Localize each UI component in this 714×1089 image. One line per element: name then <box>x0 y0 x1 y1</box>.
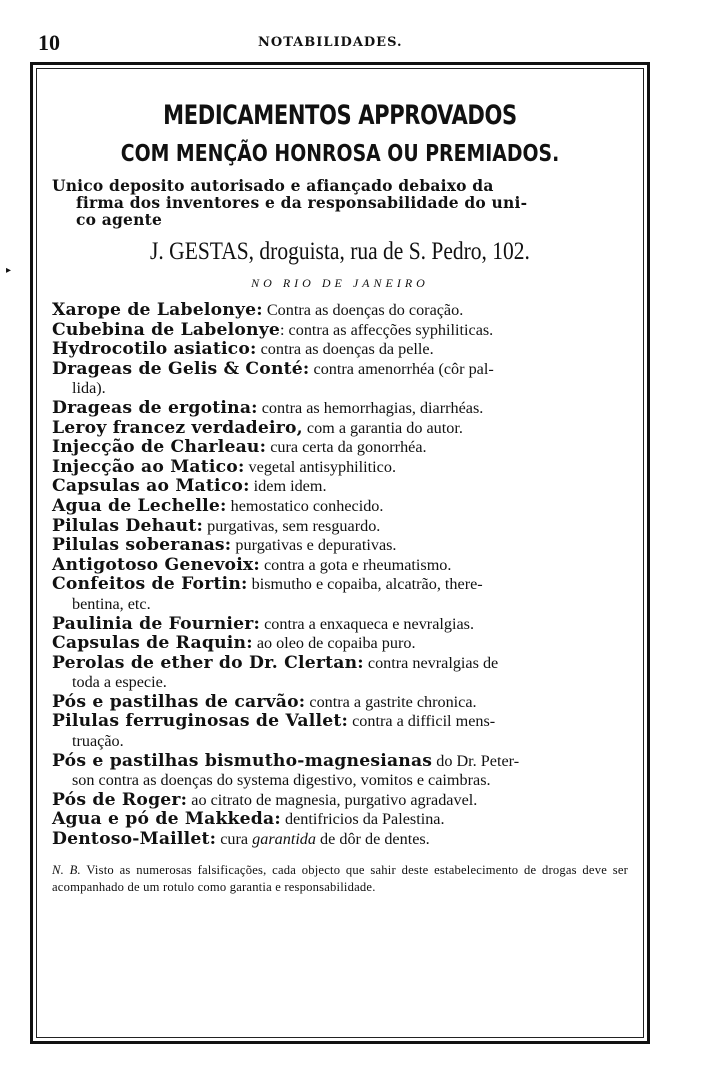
medicine-desc: contra a gota e rheumatismo. <box>259 555 452 574</box>
medicine-name: Pilulas ferruginosas de Vallet: <box>52 711 349 732</box>
list-item <box>52 360 628 399</box>
list-item <box>52 556 628 576</box>
medicine-desc: vegetal antisyphilitico. <box>244 457 396 476</box>
medicine-desc: purgativas, sem resguardo. <box>203 516 381 535</box>
medicine-list <box>52 301 628 850</box>
city-line: NO RIO DE JANEIRO <box>251 276 429 290</box>
medicine-desc: purgativas e depurativas. <box>231 536 397 555</box>
medicine-desc: bismutho e copaiba, alcatrão, there- <box>247 575 483 594</box>
medicine-desc: dentifricios da Palestina. <box>280 810 445 829</box>
nb-text: Visto as numerosas falsificações, cada objecto que sahir deste estabelecimento de drogas deve ser acompanhado de um rotulo como garantia e responsabilidade. <box>52 862 628 894</box>
medicine-name: Pós e pastilhas de carvão: <box>52 691 306 712</box>
medicine-desc: cura <box>216 830 253 849</box>
medicine-name: Xarope de Labelonye: <box>52 300 263 320</box>
notice-line-2: firma dos inventores e da responsabilidade do uni- <box>76 193 528 212</box>
medicine-desc-cont: bentina, etc. <box>72 594 151 613</box>
list-item <box>52 536 628 556</box>
advert-subtitle: COM MENÇÃO HONROSA OU PREMIADOS. <box>120 141 560 167</box>
medicine-desc: cura certa da gonorrhéa. <box>266 438 427 457</box>
medicine-desc: contra as doenças da pelle. <box>256 340 434 359</box>
medicine-name: Confeitos de Fortin: <box>52 574 248 595</box>
nb-note <box>52 862 628 896</box>
nb-prefix: N. B. <box>52 862 81 877</box>
notice-line-1: Unico deposito autorisado e afiançado debaixo da <box>52 176 494 195</box>
list-item <box>52 477 628 497</box>
medicine-desc: Contra as doenças do coração. <box>262 301 464 319</box>
margin-mark: ▸ <box>6 265 12 276</box>
medicine-desc: : contra as affecções syphiliticas. <box>280 320 494 339</box>
medicine-desc: com a garantia do autor. <box>302 418 463 437</box>
advert-title: MEDICAMENTOS APPROVADOS <box>163 100 517 131</box>
running-head <box>0 0 714 56</box>
medicine-desc-cont: toda a especie. <box>72 673 167 692</box>
medicine-name: Cubebina de Labelonye <box>52 319 281 340</box>
medicine-name: Pós de Roger: <box>52 789 188 810</box>
list-item <box>52 438 628 458</box>
agent-address: J. GESTAS, droguista, rua de S. Pedro, 102. <box>150 238 530 265</box>
medicine-name: Agua e pó de Makkeda: <box>52 809 281 830</box>
medicine-name: Capsulas de Raquin: <box>52 633 253 654</box>
medicine-desc: contra amenorrhéa (côr pal- <box>309 359 494 378</box>
advert-content <box>52 100 628 896</box>
medicine-name: Leroy francez verdadeiro, <box>52 417 303 438</box>
medicine-name: Capsulas ao Matico: <box>52 476 250 497</box>
medicine-name: Antigotoso Genevoix: <box>52 554 260 575</box>
list-item <box>52 791 628 811</box>
list-item <box>52 752 628 791</box>
medicine-desc-after: de dôr de dentes. <box>316 830 430 849</box>
medicine-name: Dentoso-Maillet: <box>52 829 217 850</box>
medicine-name: Pilulas soberanas: <box>52 535 232 556</box>
list-item <box>52 654 628 693</box>
medicine-desc: contra a enxaqueca e nevralgias. <box>260 614 474 633</box>
list-item <box>52 575 628 614</box>
list-item <box>52 458 628 478</box>
medicine-desc-cont: lida). <box>72 379 106 398</box>
medicine-name: Agua de Lechelle: <box>52 495 227 516</box>
list-item <box>52 693 628 713</box>
medicine-name: Injecção de Charleau: <box>52 437 267 458</box>
medicine-desc-cont: truação. <box>72 732 124 751</box>
list-item <box>52 615 628 635</box>
medicine-name: Injecção ao Matico: <box>52 456 245 477</box>
list-item <box>52 340 628 360</box>
list-item <box>52 301 628 321</box>
list-item <box>52 810 628 830</box>
medicine-name: Hydrocotilo asiatico: <box>52 339 257 360</box>
medicine-desc: hemostatico conhecido. <box>226 496 384 515</box>
medicine-name: Drageas de ergotina: <box>52 397 258 418</box>
deposit-notice <box>52 177 628 228</box>
medicine-desc: ao citrato de magnesia, purgativo agradavel. <box>187 790 478 809</box>
medicine-name: Pilulas Dehaut: <box>52 515 204 536</box>
medicine-desc: contra a difficil mens- <box>348 712 496 731</box>
medicine-name: Pós e pastilhas bismutho-magnesianas <box>52 750 433 771</box>
page-number: 10 <box>38 30 60 55</box>
medicine-name: Perolas de ether do Dr. Clertan: <box>52 652 364 673</box>
medicine-desc: contra nevralgias de <box>363 653 499 672</box>
medicine-desc-italic: garantida <box>252 830 316 849</box>
list-item <box>52 497 628 517</box>
list-item <box>52 634 628 654</box>
medicine-desc: ao oleo de copaiba puro. <box>252 634 416 653</box>
list-item <box>52 419 628 439</box>
medicine-name: Paulinia de Fournier: <box>52 613 261 634</box>
medicine-desc-cont: son contra as doenças do systema digestivo, vomitos e caimbras. <box>72 771 491 790</box>
running-title: NOTABILIDADES. <box>258 35 403 50</box>
list-item <box>52 517 628 537</box>
list-item <box>52 830 628 850</box>
list-item <box>52 399 628 419</box>
medicine-desc: do Dr. Peter- <box>432 751 520 770</box>
medicine-name: Drageas de Gelis & Conté: <box>52 358 310 379</box>
notice-line-3: co agente <box>76 210 163 229</box>
medicine-desc: contra as hemorrhagias, diarrhéas. <box>257 398 484 417</box>
list-item <box>52 321 628 341</box>
list-item <box>52 712 628 751</box>
medicine-desc: contra a gastrite chronica. <box>305 692 477 711</box>
medicine-desc: idem idem. <box>249 477 327 496</box>
